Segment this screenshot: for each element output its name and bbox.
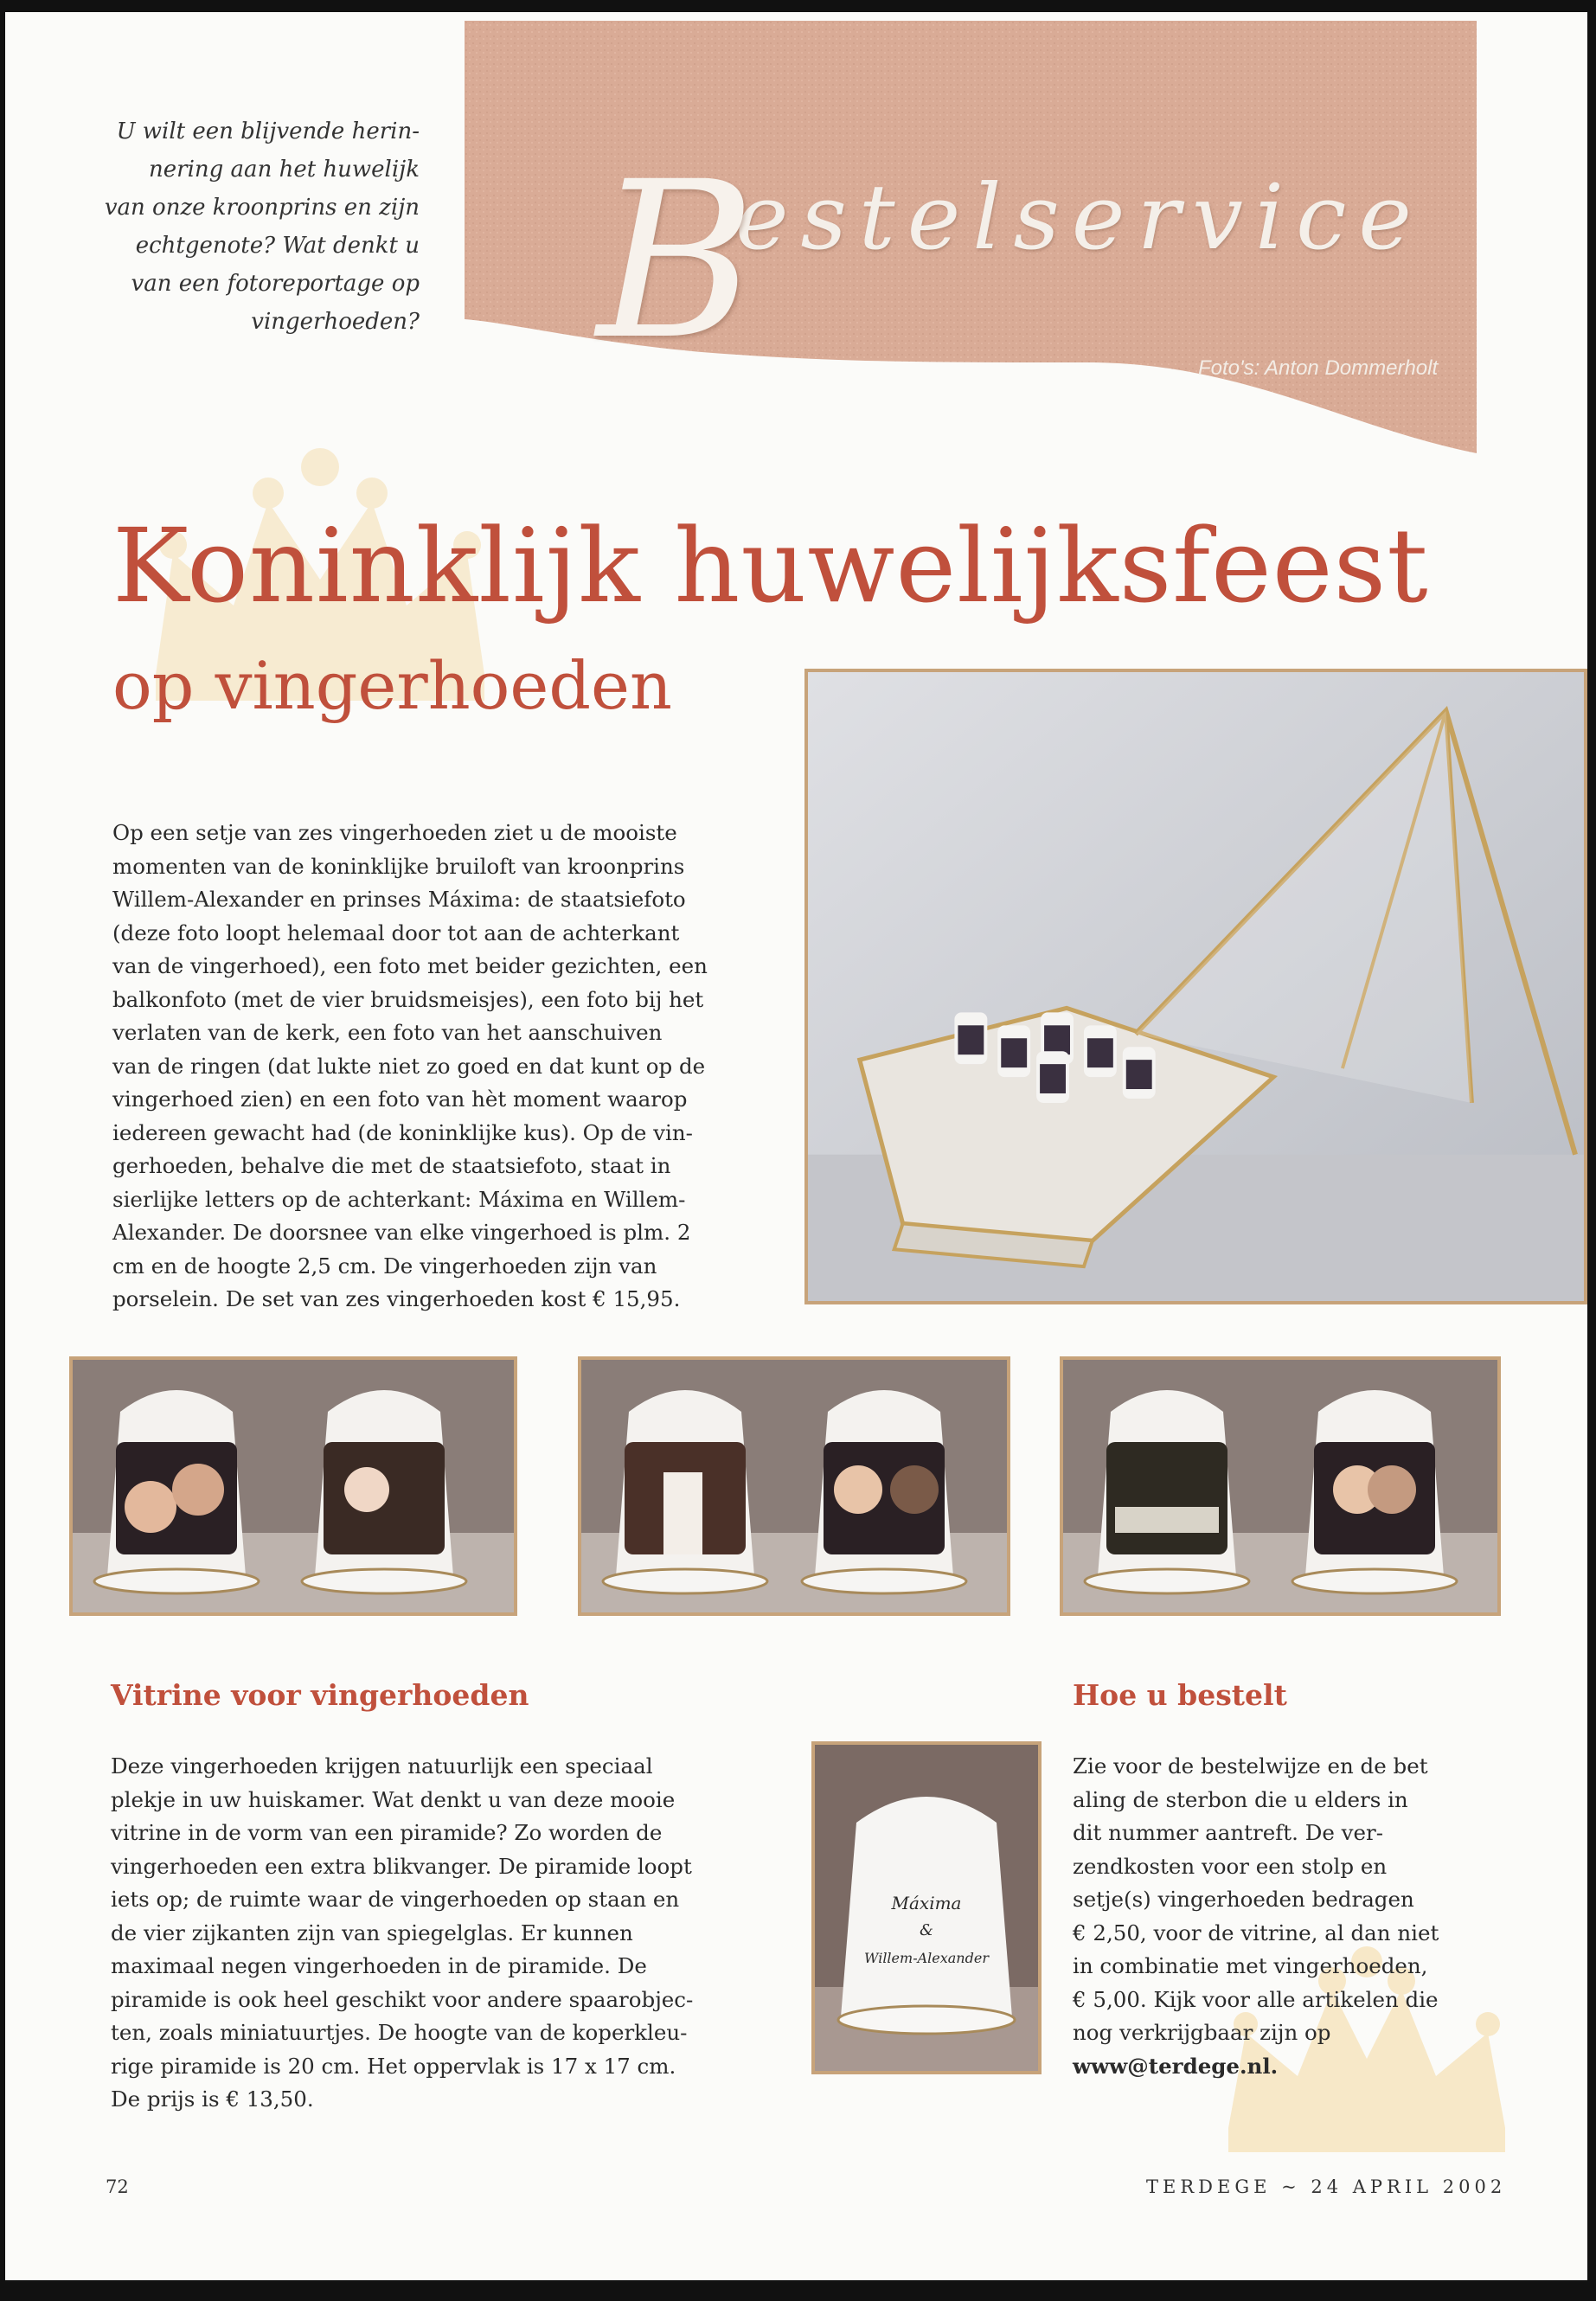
text-line: piramide is ook heel geschikt voor andere spaarobjec-	[111, 1986, 694, 2012]
text-line: de vier zijkanten zijn van spiegelglas. Er kunnen	[111, 1920, 633, 1945]
section-title-rest: estelservice	[735, 164, 1424, 270]
thimbles-photo-1	[69, 1356, 517, 1616]
vitrine-body	[111, 1750, 768, 2117]
text-line: aling de sterbon die u elders in	[1073, 1786, 1408, 1812]
article-body	[112, 817, 779, 1317]
article-subtitle: op vingerhoeden	[112, 647, 672, 724]
text-line: vingerhoed zien) en een foto van hèt moment waarop	[112, 1086, 688, 1112]
text-line: balkonfoto (met de vier bruidsmeisjes), een foto bij het	[112, 986, 704, 1012]
text-line: ten, zoals miniatuurtjes. De hoogte van de koperkleu-	[111, 2020, 688, 2045]
text-line: setje(s) vingerhoeden bedragen	[1073, 1887, 1414, 1912]
text-line: van de vingerhoed), een foto met beider gezichten, een	[112, 953, 708, 978]
text-line: (deze foto loopt helemaal door tot aan de achterkant	[112, 920, 680, 945]
text-line: cm en de hoogte 2,5 cm. De vingerhoeden zijn van	[112, 1253, 657, 1279]
intro-line: U wilt een blijvende herin-	[116, 119, 420, 144]
intro-line: vingerhoeden?	[251, 309, 420, 335]
thimbles-photo-2	[578, 1356, 1010, 1616]
text-line: € 2,50, voor de vitrine, al dan niet	[1073, 1920, 1439, 1945]
scan-border-top	[0, 0, 1596, 12]
section-title-initial: B	[597, 135, 756, 387]
text-line: plekje in uw huiskamer. Wat denkt u van deze mooie	[111, 1786, 676, 1812]
scan-border-right	[1587, 0, 1596, 2301]
text-line: momenten van de koninklijke bruiloft van kroonprins	[112, 853, 685, 879]
text-line: vingerhoeden een extra blikvanger. De piramide loopt	[111, 1853, 692, 1879]
photo-credit: Foto's: Anton Dommerholt	[1198, 356, 1439, 380]
article-title: Koninklijk huwelijksfeest	[112, 506, 1429, 625]
text-line: Alexander. De doorsnee van elke vingerhoed is plm. 2	[112, 1220, 691, 1245]
page-number: 72	[106, 2176, 129, 2197]
text-line: iedereen gewacht had (de koninklijke kus). Op de vin-	[112, 1119, 693, 1145]
order-body	[1073, 1750, 1488, 2083]
text-line: iets op; de ruimte waar de vingerhoeden op staan en	[111, 1887, 680, 1912]
inscription-line-2: &	[919, 1921, 934, 1939]
pyramid-vitrine-photo	[804, 669, 1587, 1304]
scan-border-bottom	[0, 2280, 1596, 2301]
text-line: porselein. De set van zes vingerhoeden kost € 15,95.	[112, 1286, 681, 1311]
text-line: Deze vingerhoeden krijgen natuurlijk een speciaal	[111, 1753, 653, 1779]
text-line: vitrine in de vorm van een piramide? Zo worden de	[111, 1820, 663, 1845]
intro-line: van onze kroonprins en zijn	[104, 195, 420, 221]
website-link[interactable]: www@terdege.nl.	[1073, 2053, 1279, 2079]
text-line: Willem-Alexander en prinses Máxima: de staatsiefoto	[112, 887, 686, 912]
vitrine-heading: Vitrine voor vingerhoeden	[111, 1678, 529, 1712]
text-line: van de ringen (dat lukte niet zo goed en dat kunt op de	[112, 1053, 706, 1079]
inscription-line-3: Willem-Alexander	[864, 1950, 989, 1966]
text-line: dit nummer aantreft. De ver-	[1073, 1820, 1383, 1845]
text-line: De prijs is € 13,50.	[111, 2086, 314, 2112]
text-line: Op een setje van zes vingerhoeden ziet u de mooiste	[112, 820, 677, 845]
text-line: nog verkrijgbaar zijn op	[1073, 2020, 1331, 2045]
text-line: Zie voor de bestelwijze en de bet	[1073, 1753, 1428, 1779]
intro-line: nering aan het huwelijk	[149, 157, 420, 183]
thimbles-photo-3	[1060, 1356, 1501, 1616]
text-line: verlaten van de kerk, een foto van het aanschuiven	[112, 1020, 663, 1045]
text-line: rige piramide is 20 cm. Het oppervlak is 17 x 17 cm.	[111, 2053, 676, 2079]
text-line: sierlijke letters op de achterkant: Máxima en Willem-	[112, 1186, 686, 1212]
intro-text	[87, 112, 420, 341]
publication-footer: TERDEGE ~ 24 APRIL 2002	[1146, 2176, 1507, 2197]
inscription-line-1: Máxima	[891, 1893, 962, 1913]
scan-border-left	[0, 0, 5, 2301]
text-line: zendkosten voor een stolp en	[1073, 1853, 1388, 1879]
order-heading: Hoe u bestelt	[1073, 1678, 1287, 1712]
intro-line: echtgenote? Wat denkt u	[135, 233, 420, 259]
intro-line: van een fotoreportage op	[131, 271, 420, 297]
text-line: in combinatie met vingerhoeden,	[1073, 1953, 1428, 1978]
inscribed-thimble-photo	[811, 1741, 1042, 2074]
text-line: gerhoeden, behalve die met de staatsiefoto, staat in	[112, 1153, 671, 1178]
text-line: € 5,00. Kijk voor alle artikelen die	[1073, 1986, 1439, 2012]
text-line: maximaal negen vingerhoeden in de piramide. De	[111, 1953, 647, 1978]
